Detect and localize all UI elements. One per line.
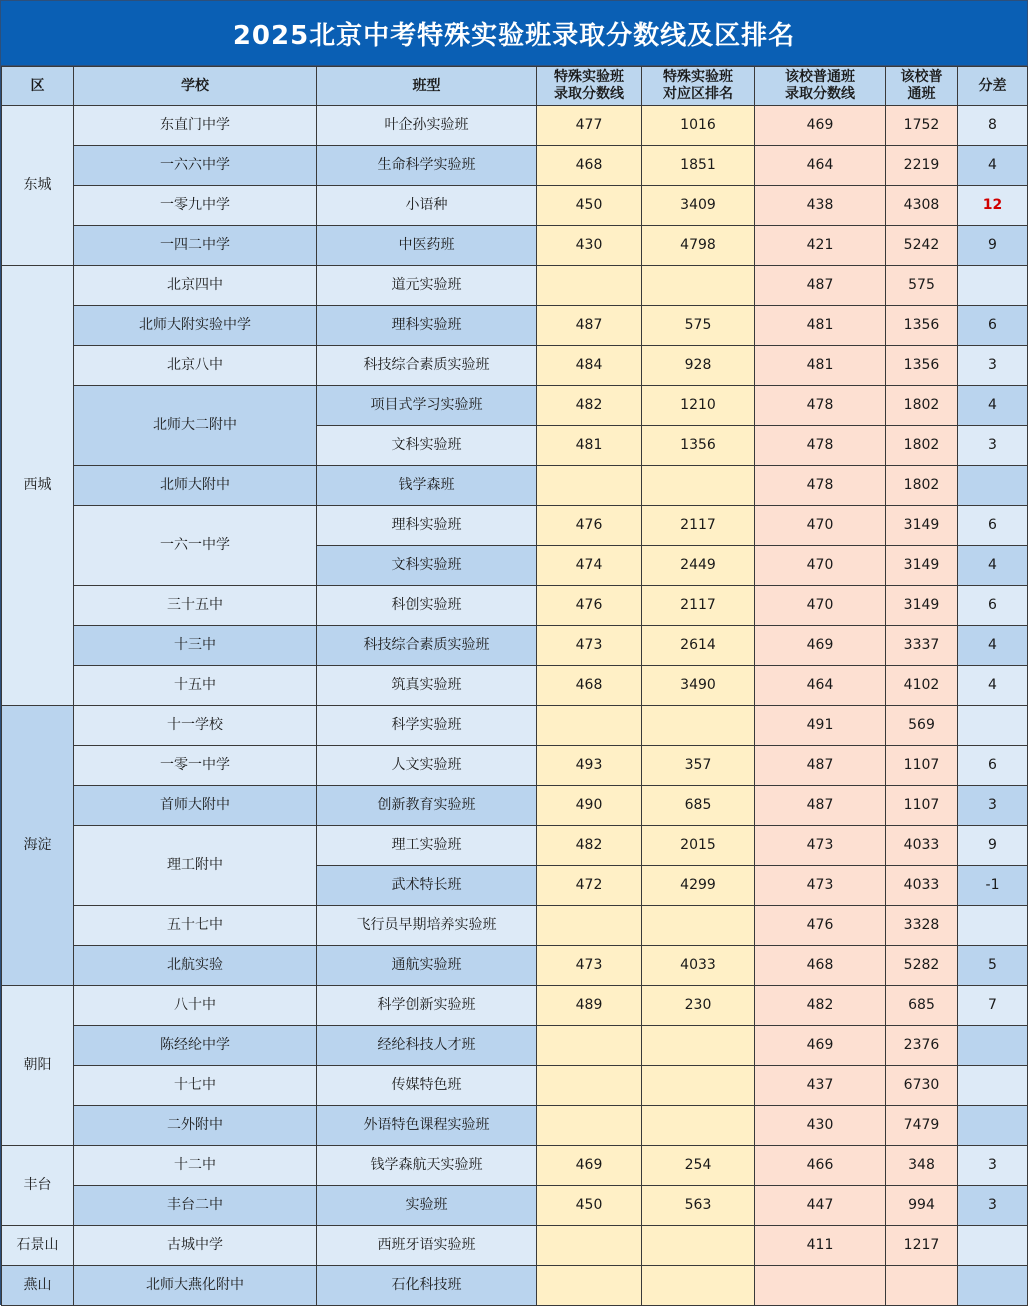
table-row bbox=[2, 746, 1028, 786]
normal-rank-cell: 348 bbox=[886, 1146, 958, 1186]
table-row bbox=[2, 306, 1028, 346]
table-row bbox=[2, 986, 1028, 1026]
class-cell: 钱学森航天实验班 bbox=[317, 1146, 537, 1186]
special-rank-cell: 685 bbox=[642, 786, 755, 826]
school-cell: 十五中 bbox=[74, 666, 317, 706]
special-rank-cell: 563 bbox=[642, 1186, 755, 1226]
class-cell: 道元实验班 bbox=[317, 266, 537, 306]
table-row bbox=[2, 1226, 1028, 1266]
normal-rank-cell: 4308 bbox=[886, 186, 958, 226]
district-cell: 燕山 bbox=[2, 1266, 74, 1306]
special-rank-cell: 928 bbox=[642, 346, 755, 386]
special-score-cell bbox=[537, 466, 642, 506]
page-title: 2025北京中考特殊实验班录取分数线及区排名 bbox=[1, 1, 1027, 66]
normal-score-cell: 478 bbox=[755, 426, 886, 466]
table-row bbox=[2, 346, 1028, 386]
special-score-cell: 472 bbox=[537, 866, 642, 906]
special-rank-cell: 2015 bbox=[642, 826, 755, 866]
school-cell: 一四二中学 bbox=[74, 226, 317, 266]
special-rank-cell bbox=[642, 1066, 755, 1106]
special-rank-cell: 2117 bbox=[642, 506, 755, 546]
special-rank-cell: 2117 bbox=[642, 586, 755, 626]
class-cell: 人文实验班 bbox=[317, 746, 537, 786]
normal-score-cell: 466 bbox=[755, 1146, 886, 1186]
special-rank-cell: 1356 bbox=[642, 426, 755, 466]
normal-rank-cell: 3149 bbox=[886, 586, 958, 626]
normal-score-cell: 476 bbox=[755, 906, 886, 946]
class-cell: 科创实验班 bbox=[317, 586, 537, 626]
normal-rank-cell: 569 bbox=[886, 706, 958, 746]
normal-rank-cell: 1107 bbox=[886, 786, 958, 826]
special-rank-cell bbox=[642, 466, 755, 506]
diff-cell: 9 bbox=[958, 826, 1028, 866]
special-score-cell: 476 bbox=[537, 506, 642, 546]
diff-cell: 4 bbox=[958, 626, 1028, 666]
special-score-cell: 482 bbox=[537, 386, 642, 426]
school-cell: 十一学校 bbox=[74, 706, 317, 746]
table-row bbox=[2, 906, 1028, 946]
district-cell: 石景山 bbox=[2, 1226, 74, 1266]
class-cell: 创新教育实验班 bbox=[317, 786, 537, 826]
diff-cell: 6 bbox=[958, 586, 1028, 626]
normal-rank-cell: 4033 bbox=[886, 826, 958, 866]
normal-score-cell: 481 bbox=[755, 306, 886, 346]
class-cell: 经纶科技人才班 bbox=[317, 1026, 537, 1066]
special-rank-cell bbox=[642, 906, 755, 946]
normal-score-cell: 468 bbox=[755, 946, 886, 986]
table-row bbox=[2, 706, 1028, 746]
school-cell: 北师大二附中 bbox=[74, 386, 317, 466]
table-row bbox=[2, 106, 1028, 146]
special-score-cell bbox=[537, 1066, 642, 1106]
diff-cell: 3 bbox=[958, 1186, 1028, 1226]
class-cell: 飞行员早期培养实验班 bbox=[317, 906, 537, 946]
diff-cell: 6 bbox=[958, 506, 1028, 546]
normal-score-cell: 430 bbox=[755, 1106, 886, 1146]
special-rank-cell bbox=[642, 706, 755, 746]
special-score-cell: 476 bbox=[537, 586, 642, 626]
normal-score-cell: 464 bbox=[755, 146, 886, 186]
normal-score-cell: 478 bbox=[755, 386, 886, 426]
diff-cell: 7 bbox=[958, 986, 1028, 1026]
normal-rank-cell: 1356 bbox=[886, 346, 958, 386]
header-row bbox=[2, 67, 1028, 106]
class-cell: 科学创新实验班 bbox=[317, 986, 537, 1026]
special-rank-cell: 3490 bbox=[642, 666, 755, 706]
special-score-cell: 487 bbox=[537, 306, 642, 346]
table-row bbox=[2, 506, 1028, 546]
school-cell: 一六六中学 bbox=[74, 146, 317, 186]
school-cell: 北师大附中 bbox=[74, 466, 317, 506]
normal-rank-cell: 3149 bbox=[886, 506, 958, 546]
normal-score-cell: 447 bbox=[755, 1186, 886, 1226]
diff-cell bbox=[958, 1026, 1028, 1066]
special-score-cell bbox=[537, 906, 642, 946]
school-cell: 北航实验 bbox=[74, 946, 317, 986]
class-cell: 科技综合素质实验班 bbox=[317, 346, 537, 386]
header-district: 区 bbox=[2, 67, 74, 106]
diff-cell: 5 bbox=[958, 946, 1028, 986]
diff-cell: 8 bbox=[958, 106, 1028, 146]
special-rank-cell: 3409 bbox=[642, 186, 755, 226]
table-row bbox=[2, 386, 1028, 426]
table-row bbox=[2, 1186, 1028, 1226]
normal-score-cell: 473 bbox=[755, 866, 886, 906]
special-score-cell: 468 bbox=[537, 666, 642, 706]
normal-score-cell: 487 bbox=[755, 746, 886, 786]
normal-score-cell: 487 bbox=[755, 266, 886, 306]
normal-rank-cell: 3337 bbox=[886, 626, 958, 666]
special-rank-cell: 230 bbox=[642, 986, 755, 1026]
special-score-cell: 473 bbox=[537, 626, 642, 666]
normal-rank-cell bbox=[886, 1266, 958, 1306]
normal-score-cell bbox=[755, 1266, 886, 1306]
school-cell: 北京四中 bbox=[74, 266, 317, 306]
normal-score-cell: 473 bbox=[755, 826, 886, 866]
school-cell: 五十七中 bbox=[74, 906, 317, 946]
school-cell: 十二中 bbox=[74, 1146, 317, 1186]
table-row bbox=[2, 586, 1028, 626]
normal-score-cell: 421 bbox=[755, 226, 886, 266]
class-cell: 西班牙语实验班 bbox=[317, 1226, 537, 1266]
normal-score-cell: 482 bbox=[755, 986, 886, 1026]
class-cell: 中医药班 bbox=[317, 226, 537, 266]
school-cell: 东直门中学 bbox=[74, 106, 317, 146]
diff-cell-highlight: 12 bbox=[958, 186, 1028, 226]
special-rank-cell bbox=[642, 266, 755, 306]
special-rank-cell: 1210 bbox=[642, 386, 755, 426]
class-cell: 理工实验班 bbox=[317, 826, 537, 866]
table-row bbox=[2, 1066, 1028, 1106]
school-cell: 古城中学 bbox=[74, 1226, 317, 1266]
class-cell: 钱学森班 bbox=[317, 466, 537, 506]
table-row bbox=[2, 826, 1028, 866]
normal-rank-cell: 685 bbox=[886, 986, 958, 1026]
diff-cell: 4 bbox=[958, 666, 1028, 706]
district-cell: 丰台 bbox=[2, 1146, 74, 1226]
school-cell: 十七中 bbox=[74, 1066, 317, 1106]
class-cell: 文科实验班 bbox=[317, 426, 537, 466]
normal-rank-cell: 1802 bbox=[886, 426, 958, 466]
special-score-cell: 473 bbox=[537, 946, 642, 986]
table-row bbox=[2, 466, 1028, 506]
diff-cell: 3 bbox=[958, 346, 1028, 386]
diff-cell bbox=[958, 906, 1028, 946]
class-cell: 科学实验班 bbox=[317, 706, 537, 746]
normal-rank-cell: 1107 bbox=[886, 746, 958, 786]
score-table bbox=[1, 66, 1028, 1306]
special-score-cell: 430 bbox=[537, 226, 642, 266]
normal-rank-cell: 3328 bbox=[886, 906, 958, 946]
class-cell: 生命科学实验班 bbox=[317, 146, 537, 186]
special-score-cell: 450 bbox=[537, 1186, 642, 1226]
normal-rank-cell: 2219 bbox=[886, 146, 958, 186]
special-score-cell: 469 bbox=[537, 1146, 642, 1186]
special-rank-cell: 254 bbox=[642, 1146, 755, 1186]
special-rank-cell: 2449 bbox=[642, 546, 755, 586]
special-rank-cell: 575 bbox=[642, 306, 755, 346]
school-cell: 陈经纶中学 bbox=[74, 1026, 317, 1066]
diff-cell: 4 bbox=[958, 146, 1028, 186]
normal-score-cell: 470 bbox=[755, 506, 886, 546]
normal-rank-cell: 5242 bbox=[886, 226, 958, 266]
diff-cell: 4 bbox=[958, 546, 1028, 586]
normal-rank-cell: 6730 bbox=[886, 1066, 958, 1106]
special-score-cell bbox=[537, 1226, 642, 1266]
header-special-rank: 特殊实验班 对应区排名 bbox=[642, 67, 755, 106]
special-rank-cell bbox=[642, 1106, 755, 1146]
diff-cell: 3 bbox=[958, 426, 1028, 466]
school-cell: 一六一中学 bbox=[74, 506, 317, 586]
special-rank-cell bbox=[642, 1026, 755, 1066]
class-cell: 项目式学习实验班 bbox=[317, 386, 537, 426]
class-cell: 理科实验班 bbox=[317, 506, 537, 546]
header-special-score: 特殊实验班 录取分数线 bbox=[537, 67, 642, 106]
normal-rank-cell: 994 bbox=[886, 1186, 958, 1226]
normal-rank-cell: 1802 bbox=[886, 386, 958, 426]
school-cell: 北师大附实验中学 bbox=[74, 306, 317, 346]
school-cell: 丰台二中 bbox=[74, 1186, 317, 1226]
class-cell: 武术特长班 bbox=[317, 866, 537, 906]
diff-cell bbox=[958, 1226, 1028, 1266]
normal-score-cell: 478 bbox=[755, 466, 886, 506]
normal-rank-cell: 2376 bbox=[886, 1026, 958, 1066]
normal-rank-cell: 1802 bbox=[886, 466, 958, 506]
school-cell: 二外附中 bbox=[74, 1106, 317, 1146]
special-score-cell bbox=[537, 1106, 642, 1146]
normal-score-cell: 487 bbox=[755, 786, 886, 826]
class-cell: 理科实验班 bbox=[317, 306, 537, 346]
school-cell: 十三中 bbox=[74, 626, 317, 666]
diff-cell: 3 bbox=[958, 786, 1028, 826]
normal-rank-cell: 1752 bbox=[886, 106, 958, 146]
table-row bbox=[2, 1266, 1028, 1306]
special-rank-cell: 2614 bbox=[642, 626, 755, 666]
table-row bbox=[2, 946, 1028, 986]
special-rank-cell bbox=[642, 1226, 755, 1266]
special-score-cell bbox=[537, 706, 642, 746]
diff-cell bbox=[958, 1066, 1028, 1106]
table-row bbox=[2, 1146, 1028, 1186]
district-cell: 海淀 bbox=[2, 706, 74, 986]
special-score-cell bbox=[537, 266, 642, 306]
table-row bbox=[2, 1106, 1028, 1146]
special-score-cell: 489 bbox=[537, 986, 642, 1026]
table-row bbox=[2, 266, 1028, 306]
header-school: 学校 bbox=[74, 67, 317, 106]
normal-score-cell: 491 bbox=[755, 706, 886, 746]
normal-rank-cell: 1217 bbox=[886, 1226, 958, 1266]
school-cell: 北师大燕化附中 bbox=[74, 1266, 317, 1306]
normal-rank-cell: 3149 bbox=[886, 546, 958, 586]
special-score-cell: 484 bbox=[537, 346, 642, 386]
normal-score-cell: 470 bbox=[755, 546, 886, 586]
special-score-cell: 468 bbox=[537, 146, 642, 186]
diff-cell bbox=[958, 1106, 1028, 1146]
class-cell: 外语特色课程实验班 bbox=[317, 1106, 537, 1146]
district-cell: 朝阳 bbox=[2, 986, 74, 1146]
table-row bbox=[2, 226, 1028, 266]
district-cell: 西城 bbox=[2, 266, 74, 706]
class-cell: 传媒特色班 bbox=[317, 1066, 537, 1106]
table-row bbox=[2, 666, 1028, 706]
normal-score-cell: 469 bbox=[755, 1026, 886, 1066]
class-cell: 科技综合素质实验班 bbox=[317, 626, 537, 666]
diff-cell bbox=[958, 706, 1028, 746]
class-cell: 筑真实验班 bbox=[317, 666, 537, 706]
normal-rank-cell: 7479 bbox=[886, 1106, 958, 1146]
special-score-cell bbox=[537, 1266, 642, 1306]
normal-rank-cell: 575 bbox=[886, 266, 958, 306]
normal-score-cell: 470 bbox=[755, 586, 886, 626]
school-cell: 首师大附中 bbox=[74, 786, 317, 826]
table-row bbox=[2, 626, 1028, 666]
normal-score-cell: 411 bbox=[755, 1226, 886, 1266]
diff-cell: 6 bbox=[958, 746, 1028, 786]
class-cell: 通航实验班 bbox=[317, 946, 537, 986]
school-cell: 理工附中 bbox=[74, 826, 317, 906]
special-score-cell: 490 bbox=[537, 786, 642, 826]
special-rank-cell: 1016 bbox=[642, 106, 755, 146]
normal-rank-cell: 1356 bbox=[886, 306, 958, 346]
special-rank-cell bbox=[642, 1266, 755, 1306]
special-rank-cell: 357 bbox=[642, 746, 755, 786]
normal-rank-cell: 4033 bbox=[886, 866, 958, 906]
diff-cell: 9 bbox=[958, 226, 1028, 266]
normal-score-cell: 437 bbox=[755, 1066, 886, 1106]
normal-score-cell: 469 bbox=[755, 626, 886, 666]
diff-cell: 6 bbox=[958, 306, 1028, 346]
special-score-cell: 481 bbox=[537, 426, 642, 466]
normal-rank-cell: 5282 bbox=[886, 946, 958, 986]
special-score-cell: 477 bbox=[537, 106, 642, 146]
special-score-cell bbox=[537, 1026, 642, 1066]
table-row bbox=[2, 786, 1028, 826]
special-score-cell: 450 bbox=[537, 186, 642, 226]
school-cell: 一零一中学 bbox=[74, 746, 317, 786]
school-cell: 八十中 bbox=[74, 986, 317, 1026]
diff-cell: 4 bbox=[958, 386, 1028, 426]
special-score-cell: 474 bbox=[537, 546, 642, 586]
special-score-cell: 493 bbox=[537, 746, 642, 786]
header-diff: 分差 bbox=[958, 67, 1028, 106]
school-cell: 一零九中学 bbox=[74, 186, 317, 226]
normal-score-cell: 481 bbox=[755, 346, 886, 386]
special-rank-cell: 4299 bbox=[642, 866, 755, 906]
class-cell: 小语种 bbox=[317, 186, 537, 226]
table-row bbox=[2, 1026, 1028, 1066]
school-cell: 三十五中 bbox=[74, 586, 317, 626]
diff-cell: -1 bbox=[958, 866, 1028, 906]
diff-cell: 3 bbox=[958, 1146, 1028, 1186]
special-rank-cell: 4798 bbox=[642, 226, 755, 266]
special-rank-cell: 1851 bbox=[642, 146, 755, 186]
class-cell: 文科实验班 bbox=[317, 546, 537, 586]
normal-score-cell: 469 bbox=[755, 106, 886, 146]
special-score-cell: 482 bbox=[537, 826, 642, 866]
normal-score-cell: 438 bbox=[755, 186, 886, 226]
district-cell: 东城 bbox=[2, 106, 74, 266]
normal-score-cell: 464 bbox=[755, 666, 886, 706]
class-cell: 实验班 bbox=[317, 1186, 537, 1226]
header-normal-score: 该校普通班 录取分数线 bbox=[755, 67, 886, 106]
special-rank-cell: 4033 bbox=[642, 946, 755, 986]
diff-cell bbox=[958, 1266, 1028, 1306]
header-class-type: 班型 bbox=[317, 67, 537, 106]
class-cell: 石化科技班 bbox=[317, 1266, 537, 1306]
diff-cell bbox=[958, 266, 1028, 306]
school-cell: 北京八中 bbox=[74, 346, 317, 386]
table-row bbox=[2, 186, 1028, 226]
header-normal-rank: 该校普 通班 bbox=[886, 67, 958, 106]
diff-cell bbox=[958, 466, 1028, 506]
table-row bbox=[2, 146, 1028, 186]
class-cell: 叶企孙实验班 bbox=[317, 106, 537, 146]
normal-rank-cell: 4102 bbox=[886, 666, 958, 706]
